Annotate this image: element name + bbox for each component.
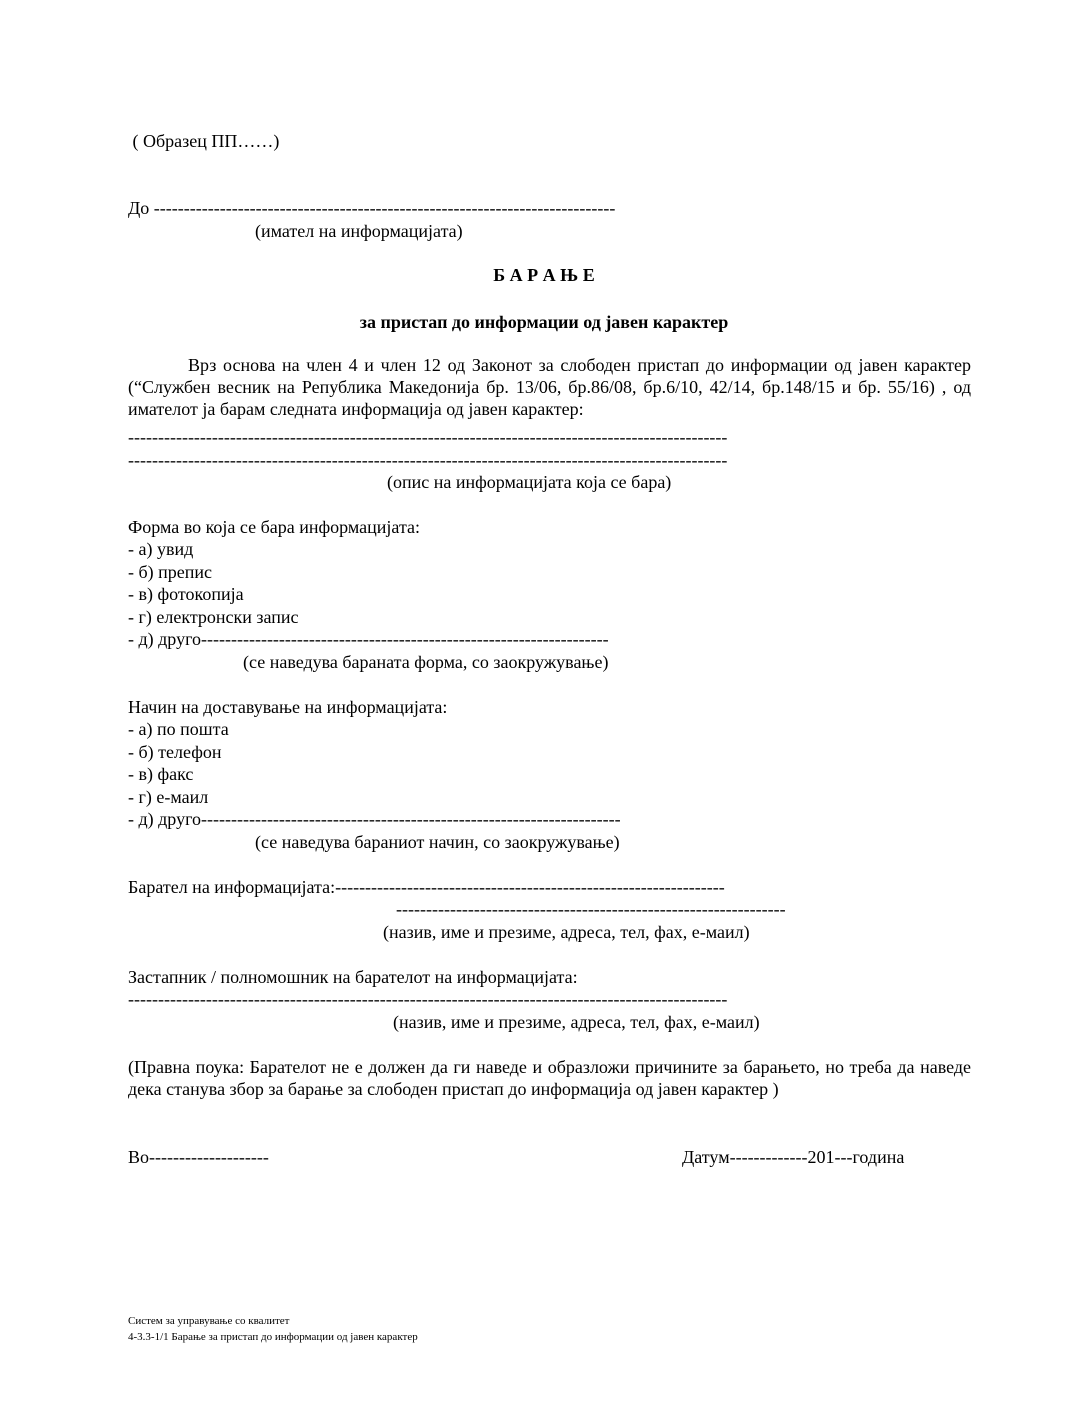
description-caption: (опис на информацијата која се бара) — [387, 472, 672, 492]
legal-note: (Правна поука: Барателот не е должен да ги наведе и образложи причините за барањето, но треба да наведе дека станува збор за барање за слободен пристап до информација од јавен карактер ) — [128, 1057, 971, 1099]
document-title: Б А Р А Њ Е — [493, 265, 595, 285]
date-field: Датум-------------201---година — [682, 1147, 905, 1167]
delivery-option: - б) телефон — [128, 742, 222, 762]
delivery-heading: Начин на доставување на информацијата: — [128, 697, 448, 717]
description-line: ---------------------------------------------------------------------------------------------------- — [128, 450, 728, 470]
delivery-option: - в) факс — [128, 764, 194, 784]
form-option: - б) препис — [128, 562, 213, 582]
delivery-option: - д) друго---------------------------------------------------------------------- — [128, 809, 621, 829]
form-option: - г) електронски запис — [128, 607, 299, 627]
form-option: - д) друго-------------------------------------------------------------------- — [128, 629, 609, 649]
representative-label: Застапник / полномошник на барателот на информацијата: — [128, 967, 578, 987]
delivery-caption: (се наведува бараниот начин, со заокружување) — [255, 832, 620, 852]
place-field: Во-------------------- — [128, 1147, 269, 1167]
delivery-option: - а) по пошта — [128, 719, 229, 739]
recipient-caption: (имател на информацијата) — [255, 221, 463, 241]
form-option: - в) фотокопија — [128, 584, 244, 604]
intro-paragraph: Врз основа на член 4 и член 12 од Законот за слободен пристап до информации од јавен карактер (“Службен весник на Република Македонија бр. 13/06, бр.86/08, бр.6/10, 42/14, бр.148/15 и бр. 55/16) , од имателот ја барам следната информација од јавен карактер: — [128, 355, 971, 419]
delivery-option: - г) е-маил — [128, 787, 209, 807]
form-heading: Форма во која се бара информацијата: — [128, 517, 421, 537]
document-subtitle: за пристап до информации од јавен карактер — [359, 312, 729, 332]
requester-caption: (назив, име и презиме, адреса, тел, фах, е-маил) — [383, 922, 750, 942]
footer-system: Систем за управување со квалитет — [128, 1315, 290, 1327]
requester-label: Барател на информацијата:----------------------------------------------------------------- — [128, 877, 725, 897]
representative-line: ---------------------------------------------------------------------------------------------------- — [128, 989, 728, 1009]
representative-caption: (назив, име и презиме, адреса, тел, фах, е-маил) — [393, 1012, 760, 1032]
footer-doc-code: 4-3.3-1/1 Барање за пристап до информации од јавен карактер — [128, 1331, 418, 1343]
form-reference: ( Образец ПП……) — [128, 131, 280, 151]
description-line: ---------------------------------------------------------------------------------------------------- — [128, 427, 728, 447]
form-option: - а) увид — [128, 539, 194, 559]
form-caption: (се наведува бараната форма, со заокружување) — [243, 652, 609, 672]
recipient-line: До ----------------------------------------------------------------------------- — [128, 198, 616, 218]
requester-line: ----------------------------------------------------------------- — [396, 899, 786, 919]
